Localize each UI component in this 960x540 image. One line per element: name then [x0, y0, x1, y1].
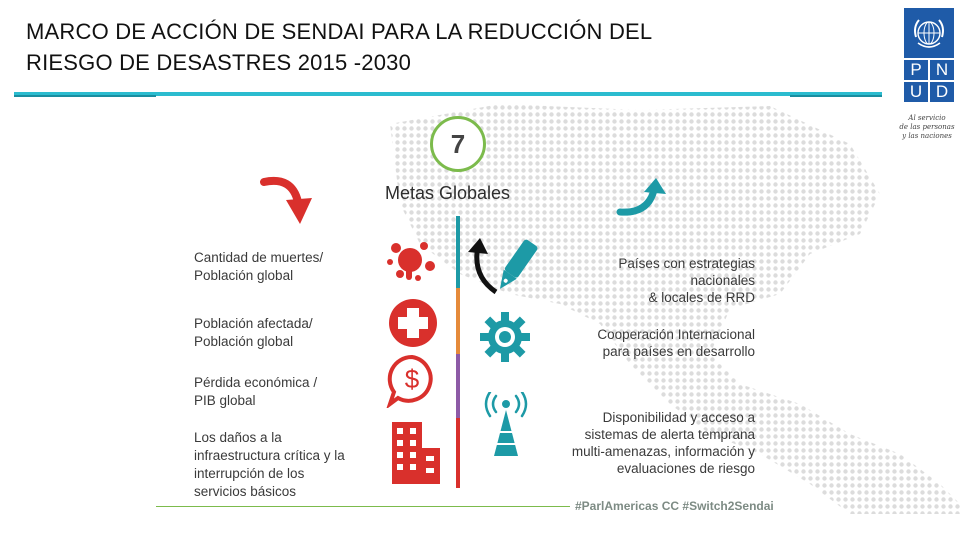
divider-segment-orange — [456, 288, 460, 354]
logo-cell-u: U — [904, 82, 928, 102]
logo-cell-n: N — [930, 60, 954, 80]
increase-arrow-icon — [614, 176, 674, 222]
dollar-bubble-icon — [386, 354, 438, 408]
logo-tagline: Al servicio de las personas y las naciones — [899, 114, 955, 140]
antenna-icon — [482, 392, 530, 460]
target-economic-loss-label: Pérdida económica / PIB global — [194, 375, 318, 408]
slide-title — [26, 16, 866, 78]
slide-title-line-2: RIESGO DE DESASTRES 2015 -2030 — [26, 50, 412, 75]
target-early-warning-label: Disponibilidad y acceso a sistemas de alerta temprana multi-amenazas, información y evaluaciones de riesgo — [571, 410, 755, 476]
divider-segment-purple — [456, 354, 460, 418]
divider-segment-red — [456, 418, 460, 488]
title-underline-accent-right — [790, 95, 882, 97]
target-infrastructure-label: Los daños a la infraestructura crítica y la interrupción de los servicios básicos — [194, 430, 345, 499]
pen-icon — [462, 236, 538, 298]
decrease-arrow-icon — [258, 172, 318, 228]
medical-cross-icon — [388, 298, 438, 348]
blood-splat-icon — [384, 238, 442, 284]
target-strategies-label: Países con estrategias nacionales & locales de RRD — [618, 256, 755, 305]
goal-count-badge: 7 — [430, 116, 486, 172]
divider-segment-teal — [456, 216, 460, 288]
logo-cell-d: D — [930, 82, 954, 102]
building-icon — [382, 418, 444, 486]
slide-title-line-1: MARCO DE ACCIÓN DE SENDAI PARA LA REDUCCIÓN DEL — [26, 19, 653, 44]
logo-cell-p: P — [904, 60, 928, 80]
target-deaths-label: Cantidad de muertes/ Población global — [194, 250, 324, 283]
undp-logo — [904, 8, 954, 102]
infographic-heading: Metas Globales — [385, 183, 511, 203]
gear-icon — [478, 310, 532, 364]
svg-text:$: $ — [404, 364, 420, 394]
un-emblem-icon — [904, 8, 954, 58]
target-affected-label: Población afectada/ Población global — [194, 316, 313, 349]
target-cooperation-label: Cooperación Internacional para países en desarrollo — [597, 327, 755, 359]
footer-line — [156, 506, 570, 507]
hashtags: #ParlAmericas CC #Switch2Sendai — [575, 499, 774, 513]
title-underline-accent-left — [14, 95, 156, 97]
